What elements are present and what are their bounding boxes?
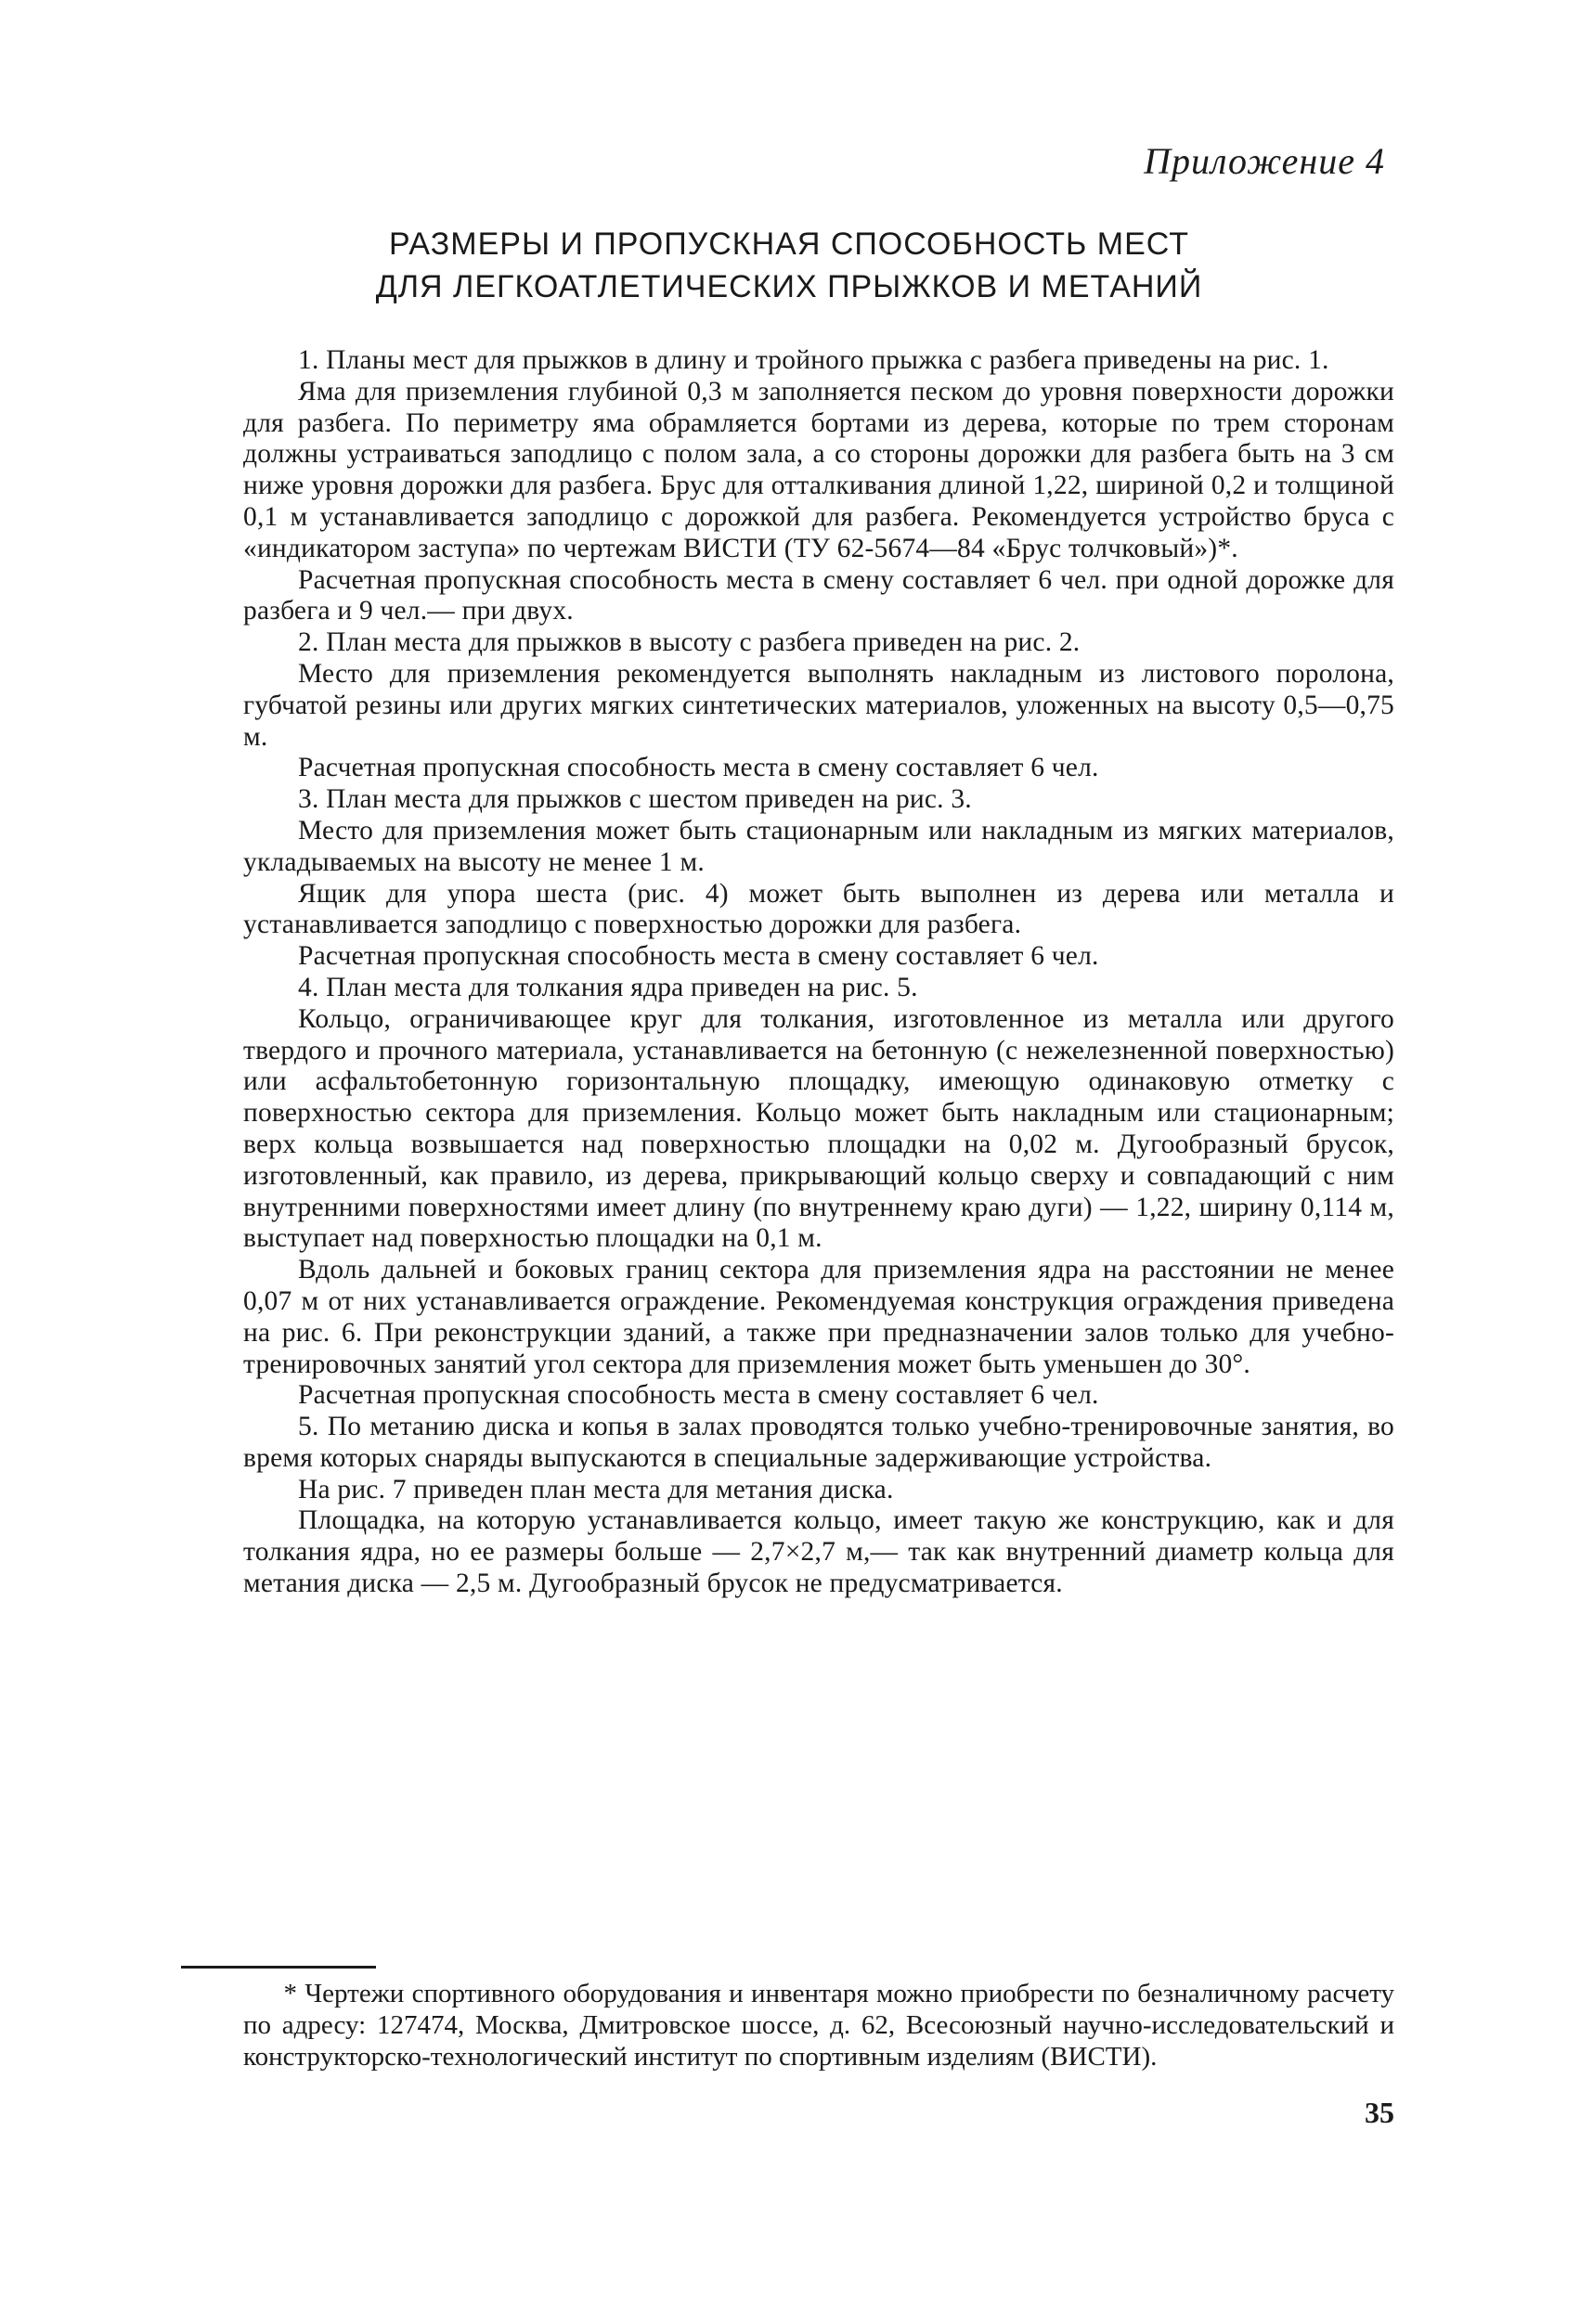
paragraph: 1. Планы мест для прыжков в длину и тройного прыжка с разбега приведены на рис. 1. <box>298 345 1329 375</box>
title-line-2: ДЛЯ ЛЕГКОАТЛЕТИЧЕСКИХ ПРЫЖКОВ И МЕТАНИЙ <box>375 269 1203 304</box>
paragraph: Ящик для упора шеста (рис. 4) может быть выполнен из дерева или металла и устанавливается заподлицо с поверхностью дорожки для разбега. <box>243 878 1394 940</box>
document-title <box>232 223 1346 308</box>
paragraph: Кольцо, ограничивающее круг для толкания, изготовленное из металла или другого твердого и прочного материала, устанавливается на бетонную (с нежелезненной поверхностью) или асфальтобетонную горизонтальную площадку, имеющую одинаковую отметку с поверхностью сектора для приземления. Кольцо может быть накладным или стационарным; верх кольца возвышается над поверхностью площадки на 0,02 м. Дугообразный брусок, изготовленный, как правило, из дерева, прикрывающий кольцо сверху и совпадающий с ним внутренними поверхностями имеет длину (по внутреннему краю дуги) — 1,22, ширину 0,114 м, выступает над поверхностью площадки на 0,1 м. <box>243 1003 1394 1254</box>
paragraph: Вдоль дальней и боковых границ сектора для приземления ядра на расстоянии не менее 0,07 м от них устанавливается ограждение. Рекомендуемая конструкция ограждения приведена на рис. 6. При реконструкции зданий, а также при предназначении залов только для учебно-тренировочных занятий угол сектора для приземления может быть уменьшен до 30°. <box>243 1255 1394 1379</box>
footnote-divider <box>181 1966 376 1969</box>
paragraph: Расчетная пропускная способность места в смену составляет 6 чел. <box>298 1380 1099 1411</box>
appendix-label: Приложение 4 <box>1144 140 1385 182</box>
paragraph: Площадка, на которую устанавливается кольцо, имеет такую же конструкцию, как и для толкания ядра, но ее размеры больше — 2,7×2,7 м,— так как внутренний диаметр кольца для метания диска — 2,5 м. Дугообразный брусок не предусматривается. <box>243 1505 1394 1599</box>
footnote <box>243 1979 1394 2072</box>
paragraph: На рис. 7 приведен план места для метания диска. <box>298 1474 894 1504</box>
footnote-text: * Чертежи спортивного оборудования и инвентаря можно приобрести по безналичному расчету по адресу: 127474, Москва, Дмитровское шоссе, д. 62, Всесоюзный научно-исследовательский и конструкторско-технологический институт по спортивным изделиям (ВИСТИ). <box>243 1979 1394 2072</box>
paragraph: Место для приземления может быть стационарным или накладным из мягких материалов, укладываемых на высоту не менее 1 м. <box>243 815 1394 877</box>
title-line-1: РАЗМЕРЫ И ПРОПУСКНАЯ СПОСОБНОСТЬ МЕСТ <box>389 226 1189 262</box>
paragraph: 5. По метанию диска и копья в залах проводятся только учебно-тренировочные занятия, во время которых снаряды выпускаются в специальные задерживающие устройства. <box>243 1412 1394 1473</box>
paragraph: Место для приземления рекомендуется выполнять накладным из листового поролона, губчатой резины или других мягких синтетических материалов, уложенных на высоту 0,5—0,75 м. <box>243 658 1394 752</box>
paragraph: Яма для приземления глубиной 0,3 м заполняется песком до уровня поверхности дорожки для разбега. По периметру яма обрамляется бортами из дерева, которые по трем сторонам должны устраиваться заподлицо с полом зала, а со стороны дорожки для разбега быть на 3 см ниже уровня дорожки для разбега. Брус для отталкивания длиной 1,22, шириной 0,2 и толщиной 0,1 м устанавливается заподлицо с дорожкой для разбега. Рекомендуется устройство бруса с «индикатором заступа» по чертежам ВИСТИ (ТУ 62-5674—84 «Брус толчковый»)*. <box>243 376 1394 563</box>
paragraph: 4. План места для толкания ядра приведен на рис. 5. <box>298 972 918 1002</box>
paragraph: 3. План места для прыжков с шестом приведен на рис. 3. <box>298 784 972 815</box>
paragraph: Расчетная пропускная способность места в смену составляет 6 чел. <box>298 941 1099 972</box>
paragraph: Расчетная пропускная способность места в смену составляет 6 чел. <box>298 753 1099 783</box>
page-number: 35 <box>1365 2096 1394 2129</box>
body-text <box>243 345 1394 1600</box>
paragraph: Расчетная пропускная способность места в смену составляет 6 чел. при одной дорожке для разбега и 9 чел.— при двух. <box>243 564 1394 626</box>
paragraph: 2. План места для прыжков в высоту с разбега приведен на рис. 2. <box>298 627 1081 658</box>
